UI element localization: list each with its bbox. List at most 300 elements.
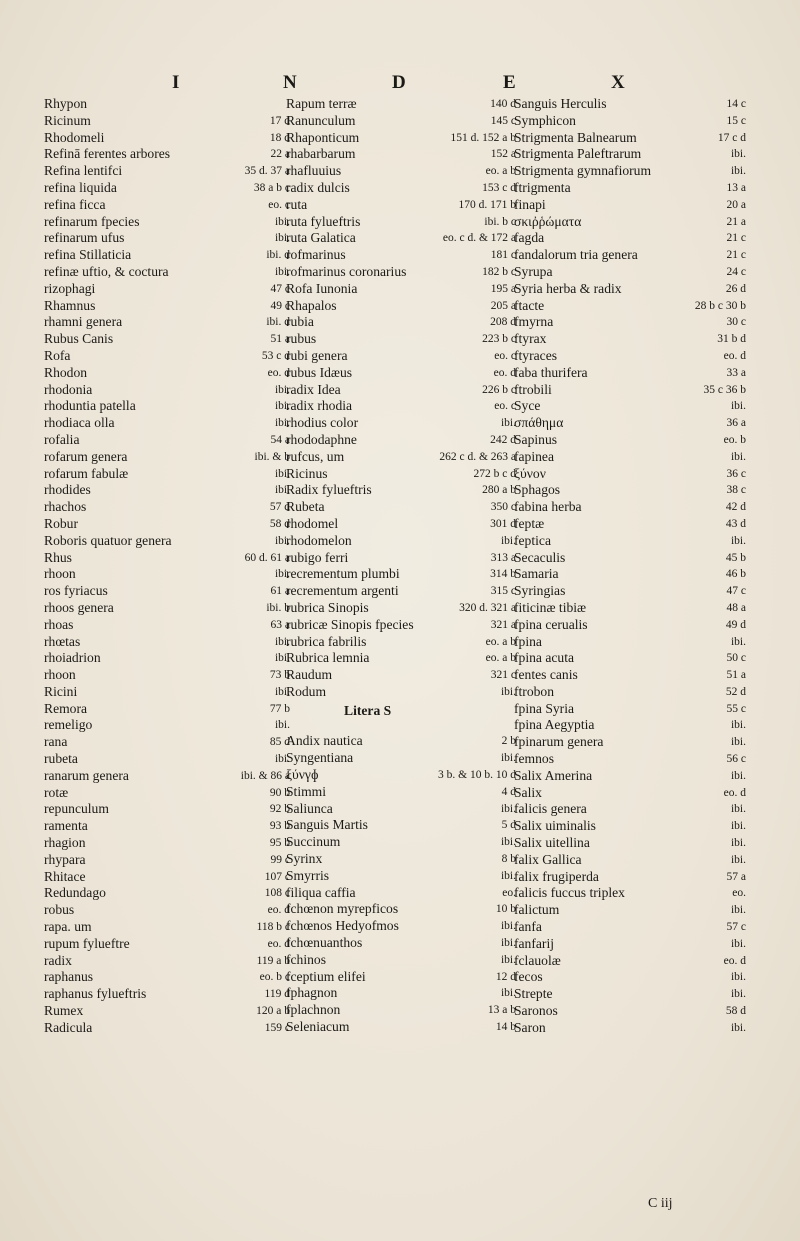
entry-term: Strigmenta Paleftrarum: [514, 146, 642, 162]
entry-term: Salix Amerina: [514, 767, 593, 783]
index-entry: [514, 298, 746, 315]
index-entry: [286, 533, 516, 550]
entry-term: remeligo: [44, 717, 93, 733]
entry-term: rubia: [286, 314, 314, 330]
entry-reference: ibi.: [274, 635, 290, 648]
index-entry: [286, 398, 516, 415]
entry-reference: 31 b d: [717, 333, 746, 346]
index-entry: [286, 767, 516, 784]
entry-reference: 321 a: [490, 618, 516, 631]
index-entry: [514, 852, 746, 869]
entry-term: rubigo ferri: [286, 549, 349, 565]
index-entry: [514, 701, 746, 718]
index-entry: [514, 96, 746, 113]
entry-term: fpina: [514, 633, 542, 649]
index-entry: [286, 935, 516, 952]
index-entry: [286, 163, 516, 180]
entry-reference: ibi.: [274, 383, 290, 396]
index-entry: [44, 734, 290, 751]
index-entry: [44, 701, 290, 718]
index-entry: [286, 985, 516, 1002]
index-entry: [514, 1003, 746, 1020]
entry-term: Syringias: [514, 583, 566, 599]
index-entry: [286, 667, 516, 684]
index-entry: [44, 634, 290, 651]
entry-reference: ibi.: [730, 803, 746, 816]
entry-reference: ibi. b c: [484, 215, 516, 228]
entry-term: rubus Idæus: [286, 364, 353, 380]
entry-term: Succinum: [286, 834, 341, 850]
entry-reference: ibi. d: [266, 249, 290, 262]
entry-term: rizophagi: [44, 280, 96, 296]
entry-term: refina Stillaticia: [44, 247, 132, 263]
index-entry: [286, 834, 516, 851]
index-entry: [514, 1020, 746, 1037]
index-entry: [514, 382, 746, 399]
entry-term: Strigmenta Balnearum: [514, 129, 637, 145]
index-entry: [44, 667, 290, 684]
index-entry: [44, 1003, 290, 1020]
index-entry: [514, 365, 746, 382]
index-entry: [286, 214, 516, 231]
entry-reference: ibi.: [500, 920, 516, 933]
index-entry: [514, 398, 746, 415]
entry-term: robus: [44, 902, 75, 918]
entry-reference: ibi.: [500, 417, 516, 430]
index-entry: [44, 583, 290, 600]
index-entry: [286, 684, 516, 701]
index-entry: [44, 550, 290, 567]
index-entry: [44, 768, 290, 785]
entry-reference: ibi.: [730, 1021, 746, 1034]
entry-term: rofmarinus: [286, 247, 346, 263]
entry-reference: 73 b: [269, 669, 290, 682]
index-entry: [514, 230, 746, 247]
entry-reference: 4 d: [501, 785, 516, 798]
entry-term: Ricinus: [286, 465, 328, 481]
index-entry: [286, 550, 516, 567]
entry-reference: 57 d: [269, 501, 290, 514]
entry-term: Rhus: [44, 549, 72, 565]
entry-reference: 58 d: [725, 1005, 746, 1018]
index-entry: [44, 331, 290, 348]
entry-reference: 38 c: [726, 484, 746, 497]
entry-term: fpina Aegyptia: [514, 717, 595, 733]
index-entry: [514, 885, 746, 902]
entry-reference: ibi.: [730, 904, 746, 917]
entry-reference: 95 b: [269, 837, 290, 850]
header-letter-5: X: [611, 72, 625, 93]
entry-reference: 38 a b c: [253, 181, 290, 194]
entry-reference: 21 a: [726, 215, 746, 228]
entry-term: Raudum: [286, 667, 333, 683]
index-entry: [44, 533, 290, 550]
entry-reference: 120 a b: [256, 1005, 290, 1018]
index-entry: [514, 180, 746, 197]
entry-reference: eo. b: [723, 433, 746, 446]
entry-term: Rofa Iunonia: [286, 280, 358, 296]
index-entry: [44, 230, 290, 247]
entry-reference: ibi.: [730, 400, 746, 413]
entry-term: ruta Galatica: [286, 230, 356, 246]
index-entry: [514, 583, 746, 600]
index-entry: [514, 113, 746, 130]
index-entry: [514, 785, 746, 802]
index-column-2: [286, 96, 516, 1036]
index-entry: [514, 634, 746, 651]
entry-reference: 33 a: [726, 366, 746, 379]
entry-reference: eo. c: [494, 349, 516, 362]
entry-term: Andix nautica: [286, 733, 363, 749]
entry-reference: ibi.: [274, 467, 290, 480]
entry-reference: 313 a: [490, 551, 516, 564]
entry-reference: ibi.: [730, 635, 746, 648]
entry-term: Stimmi: [286, 783, 327, 799]
index-entry: [286, 499, 516, 516]
entry-reference: 181 c: [490, 249, 516, 262]
entry-term: Salix uitellina: [514, 835, 590, 851]
entry-reference: ibi.: [274, 719, 290, 732]
entry-reference: eo. a b: [485, 652, 516, 665]
entry-reference: eo. a b: [485, 165, 516, 178]
entry-reference: 92 b: [269, 803, 290, 816]
entry-term: rotæ: [44, 784, 69, 800]
entry-term: Rhamnus: [44, 297, 96, 313]
index-entry: [286, 180, 516, 197]
index-entry: [44, 818, 290, 835]
entry-term: fanfarij: [514, 935, 554, 951]
index-entry: [286, 784, 516, 801]
index-entry: [514, 969, 746, 986]
index-entry: [514, 801, 746, 818]
entry-reference: ibi. & 86 a: [240, 769, 290, 782]
entry-reference: ibi.: [500, 869, 516, 882]
section-title-s: Litera S: [344, 702, 392, 718]
index-entry: [286, 918, 516, 935]
index-entry: [44, 684, 290, 701]
entry-term: Radicula: [44, 1019, 93, 1035]
index-entry: [286, 382, 516, 399]
entry-term: rubus: [286, 331, 317, 347]
entry-term: rofalia: [44, 431, 80, 447]
index-entry: [286, 482, 516, 499]
entry-term: σπάθημα: [514, 415, 564, 431]
index-entry: [286, 113, 516, 130]
index-entry: [286, 146, 516, 163]
index-entry: [514, 449, 746, 466]
entry-reference: 3 b. & 10 b. 10 d: [438, 769, 516, 782]
index-entry: [514, 751, 746, 768]
index-entry: [514, 919, 746, 936]
entry-reference: 350 c: [490, 501, 516, 514]
entry-reference: 93 b: [269, 820, 290, 833]
entry-reference: 13 a b: [487, 1004, 516, 1017]
entry-term: rufcus, um: [286, 448, 345, 464]
entry-term: feptæ: [514, 515, 545, 531]
index-column-1: [44, 96, 290, 1037]
entry-term: rhamni genera: [44, 314, 123, 330]
entry-term: Rodum: [286, 683, 327, 699]
entry-reference: eo. c d. & 172 a: [442, 232, 516, 245]
index-entry: [286, 197, 516, 214]
entry-term: Salix uiminalis: [514, 818, 596, 834]
entry-term: fiticinæ tibiæ: [514, 599, 587, 615]
entry-reference: eo. c: [268, 198, 290, 211]
entry-term: radix rhodia: [286, 398, 353, 414]
entry-reference: eo. d: [267, 904, 290, 917]
index-entry: [44, 264, 290, 281]
entry-reference: 17 c d: [717, 131, 746, 144]
entry-term: ranarum genera: [44, 767, 129, 783]
entry-reference: 55 c: [726, 702, 746, 715]
entry-term: rubrica fabrilis: [286, 633, 367, 649]
entry-term: femnos: [514, 751, 555, 767]
index-entry: [44, 298, 290, 315]
entry-term: Smyrris: [286, 867, 330, 883]
index-entry: [44, 247, 290, 264]
index-entry: [286, 952, 516, 969]
entry-reference: 57 a: [726, 870, 746, 883]
entry-reference: ibi.: [730, 853, 746, 866]
entry-term: fagda: [514, 230, 545, 246]
entry-term: refina ficca: [44, 196, 106, 212]
entry-term: ros fyriacus: [44, 583, 108, 599]
entry-term: ftrobili: [514, 381, 552, 397]
entry-reference: ibi.: [730, 736, 746, 749]
index-entry: [286, 650, 516, 667]
index-entry: [286, 96, 516, 113]
entry-reference: 18 d: [269, 131, 290, 144]
index-entry: [44, 600, 290, 617]
entry-term: σκιῤῥώματα: [514, 213, 582, 229]
index-column-3: [514, 96, 746, 1037]
header-letter-3: D: [392, 72, 406, 93]
entry-term: rhodius color: [286, 415, 359, 431]
entry-reference: 21 c: [726, 249, 746, 262]
index-entry: [286, 566, 516, 583]
index-entry: [286, 230, 516, 247]
index-entry: [286, 1019, 516, 1036]
entry-reference: 43 d: [725, 517, 746, 530]
entry-term: falix frugiperda: [514, 868, 599, 884]
entry-reference: 153 c d: [482, 181, 516, 194]
index-entry: [44, 214, 290, 231]
entry-reference: ibi.: [274, 685, 290, 698]
entry-reference: 314 b: [490, 568, 516, 581]
entry-term: raphanus: [44, 969, 94, 985]
entry-reference: 119 a b: [256, 954, 290, 967]
entry-reference: ibi.: [274, 232, 290, 245]
entry-reference: 48 a: [726, 601, 746, 614]
entry-term: Strigmenta gymnafiorum: [514, 163, 652, 179]
index-entry: [514, 617, 746, 634]
entry-term: recrementum argenti: [286, 583, 399, 599]
index-entry: [44, 650, 290, 667]
entry-term: rhafluuius: [286, 163, 342, 179]
index-entry: [286, 415, 516, 432]
index-entry: [44, 869, 290, 886]
entry-term: Saron: [514, 1019, 546, 1035]
entry-term: ξύνγɸ: [286, 767, 319, 783]
index-entry: [44, 1020, 290, 1037]
entry-reference: eo. a b: [485, 635, 516, 648]
entry-reference: 208 d: [490, 316, 516, 329]
entry-reference: 53 c d: [261, 349, 290, 362]
entry-reference: 21 c: [726, 232, 746, 245]
entry-reference: 17 d: [269, 114, 290, 127]
index-entry: [514, 667, 746, 684]
entry-term: filiqua caffia: [286, 884, 356, 900]
index-entry: [44, 348, 290, 365]
index-entry: [514, 869, 746, 886]
entry-reference: 159 c: [264, 1021, 290, 1034]
entry-reference: 321 c: [490, 669, 516, 682]
entry-term: Sanguis Herculis: [514, 96, 607, 111]
entry-reference: 118 b c: [256, 921, 290, 934]
index-entry: [286, 634, 516, 651]
index-entry: [44, 432, 290, 449]
entry-term: Strepte: [514, 986, 553, 1002]
index-entry: [286, 885, 516, 902]
entry-term: rhododaphne: [286, 431, 357, 447]
entry-reference: 182 b c: [482, 265, 516, 278]
index-entry: [44, 919, 290, 936]
entry-reference: ibi.: [730, 820, 746, 833]
entry-reference: ibi. & b: [254, 450, 290, 463]
entry-reference: ibi.: [730, 165, 746, 178]
entry-reference: ibi.: [730, 719, 746, 732]
index-entry: [286, 583, 516, 600]
entry-term: ξύνον: [514, 465, 546, 481]
index-entry: [514, 247, 746, 264]
entry-reference: ibi.: [274, 417, 290, 430]
entry-reference: ibi.: [500, 953, 516, 966]
entry-term: Saliunca: [286, 800, 333, 816]
index-entry: [514, 953, 746, 970]
entry-reference: 85 d: [269, 736, 290, 749]
index-entry: [514, 717, 746, 734]
entry-reference: ibi.: [500, 685, 516, 698]
entry-term: radix Idea: [286, 381, 341, 397]
index-entry: [514, 768, 746, 785]
index-entry: [44, 382, 290, 399]
entry-term: Ranunculum: [286, 112, 356, 128]
index-entry: [514, 130, 746, 147]
entry-reference: ibi.: [730, 534, 746, 547]
entry-term: rofarum genera: [44, 448, 128, 464]
entry-term: Syrupa: [514, 263, 553, 279]
index-entry: [286, 314, 516, 331]
entry-reference: 2 b: [501, 735, 516, 748]
entry-reference: ibi.: [274, 215, 290, 228]
entry-term: fchœnuanthos: [286, 935, 363, 951]
entry-term: Rubeta: [286, 499, 325, 515]
index-entry: [514, 146, 746, 163]
entry-reference: 272 b c d: [473, 467, 516, 480]
entry-term: Rapum terræ: [286, 96, 357, 111]
entry-term: falicis genera: [514, 801, 587, 817]
entry-reference: 226 b c: [482, 383, 516, 396]
entry-term: fecos: [514, 969, 543, 985]
entry-term: Seleniacum: [286, 1019, 350, 1035]
entry-term: Syngentiana: [286, 750, 354, 766]
index-entry: [514, 936, 746, 953]
index-entry: [44, 969, 290, 986]
entry-term: faba thurifera: [514, 364, 588, 380]
entry-reference: 77 b: [269, 702, 290, 715]
entry-term: fpina Syria: [514, 700, 575, 716]
entry-term: fpinarum genera: [514, 734, 604, 750]
entry-term: ftacte: [514, 297, 545, 313]
entry-reference: 20 a: [726, 198, 746, 211]
index-entry: [286, 801, 516, 818]
entry-reference: ibi.: [274, 534, 290, 547]
index-entry: [514, 986, 746, 1003]
index-entry: [514, 684, 746, 701]
index-entry: [44, 163, 290, 180]
entry-reference: 56 c: [726, 753, 746, 766]
index-entry: [286, 600, 516, 617]
index-entry: [286, 331, 516, 348]
entry-term: ftrobon: [514, 683, 555, 699]
index-entry: [514, 163, 746, 180]
entry-reference: 24 c: [726, 265, 746, 278]
entry-reference: 47 c: [270, 282, 290, 295]
index-entry: [44, 113, 290, 130]
index-entry: [514, 734, 746, 751]
index-entry: [44, 180, 290, 197]
entry-term: ftyraces: [514, 347, 558, 363]
entry-reference: 49 c: [270, 299, 290, 312]
entry-reference: ibi.: [500, 987, 516, 1000]
index-entry: [44, 785, 290, 802]
entry-term: finapi: [514, 196, 546, 212]
entry-reference: 50 c: [726, 652, 746, 665]
entry-term: rofmarinus coronarius: [286, 263, 407, 279]
index-entry: [514, 197, 746, 214]
index-entry: [286, 617, 516, 634]
entry-term: rubricæ Sinopis fpecies: [286, 616, 414, 632]
entry-reference: eo. d: [723, 349, 746, 362]
entry-reference: 140 d: [490, 98, 516, 110]
entry-reference: ibi.: [274, 400, 290, 413]
index-entry: [514, 835, 746, 852]
entry-term: Rhaponticum: [286, 129, 360, 145]
entry-reference: 195 a: [490, 282, 516, 295]
entry-reference: 14 c: [726, 98, 746, 110]
entry-term: rhypara: [44, 851, 86, 867]
entry-reference: 30 c: [726, 316, 746, 329]
index-entry: [286, 348, 516, 365]
header-letter-4: E: [503, 72, 516, 93]
index-entry: [44, 449, 290, 466]
entry-reference: 152 a: [490, 148, 516, 161]
index-entry: [286, 868, 516, 885]
entry-term: fanfa: [514, 919, 542, 935]
entry-term: ruta fylueftris: [286, 213, 361, 229]
index-entry: [286, 247, 516, 264]
entry-reference: 60 d. 61 a: [244, 551, 290, 564]
entry-reference: 5 d: [501, 819, 516, 832]
entry-term: rhoos genera: [44, 599, 114, 615]
entry-reference: 47 c: [726, 585, 746, 598]
index-entry: [514, 281, 746, 298]
entry-term: rhagion: [44, 835, 86, 851]
entry-reference: 52 d: [725, 685, 746, 698]
index-entry: [44, 281, 290, 298]
index-entry: [44, 852, 290, 869]
entry-reference: 58 d: [269, 517, 290, 530]
